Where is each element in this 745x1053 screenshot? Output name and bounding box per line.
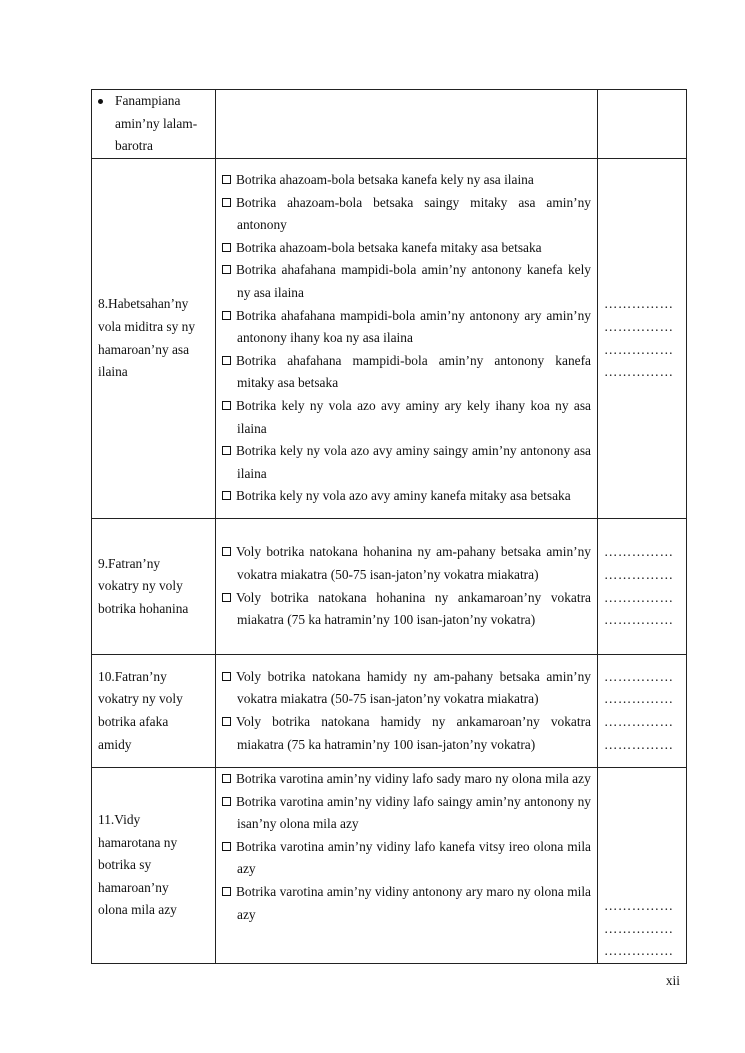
question-line: 10.Fatran’ny <box>98 668 167 684</box>
checkbox-option[interactable] <box>222 666 591 711</box>
question-line: Fanampiana <box>115 93 181 109</box>
options-cell <box>216 768 598 964</box>
bulleted-question <box>98 90 211 158</box>
question-cell <box>92 768 216 964</box>
checkbox-icon[interactable] <box>222 198 231 207</box>
checkbox-icon[interactable] <box>222 491 231 500</box>
checkbox-icon[interactable] <box>222 243 231 252</box>
page-number: xii <box>665 973 680 988</box>
checkbox-icon[interactable] <box>222 311 231 320</box>
question-cell <box>92 159 216 519</box>
answer-line: …………… <box>604 612 674 628</box>
question-line: hamarotana ny <box>98 834 178 850</box>
answer-cell[interactable] <box>598 159 687 519</box>
checkbox-icon[interactable] <box>222 547 231 556</box>
question-line: hamaroan’ny asa <box>98 341 190 357</box>
checkbox-option[interactable] <box>222 768 591 791</box>
question-line: ilaina <box>98 364 128 380</box>
checkbox-icon[interactable] <box>222 593 231 602</box>
checkbox-option[interactable] <box>222 485 591 508</box>
checkbox-option[interactable] <box>222 440 591 485</box>
checkbox-icon[interactable] <box>222 401 231 410</box>
answer-line: …………… <box>604 714 674 729</box>
table-row <box>92 159 687 519</box>
answer-line: …………… <box>604 943 674 959</box>
answer-line: …………… <box>604 736 674 752</box>
answer-line: …………… <box>604 341 674 357</box>
option-label: Botrika kely ny vola azo avy aminy ary kely ihany koa ny asa ilaina <box>236 397 591 436</box>
checkbox-option[interactable] <box>222 192 591 237</box>
checkbox-option[interactable] <box>222 711 591 756</box>
option-label: Voly botrika natokana hohanina ny am-pahany betsaka amin’ny vokatra miakatra (50-75 isan-jaton’ny vokatra miakatra) <box>236 544 591 582</box>
question-line: botrika afaka <box>98 714 169 729</box>
option-label: Botrika ahafahana mampidi-bola amin’ny antonony kanefa kely ny asa ilaina <box>236 262 591 301</box>
question-line: botrika sy <box>98 857 152 873</box>
checkbox-icon[interactable] <box>222 887 231 896</box>
question-line: amidy <box>98 736 132 752</box>
options-cell <box>216 519 598 655</box>
answer-line: …………… <box>604 296 674 312</box>
answer-line: …………… <box>604 566 674 582</box>
checkbox-icon[interactable] <box>222 446 231 455</box>
option-label: Voly botrika natokana hamidy ny ankamaroan’ny vokatra miakatra (75 ka hatramin’ny 100 isan-jaton’ny vokatra) <box>236 714 591 752</box>
answer-cell[interactable] <box>598 768 687 964</box>
question-cell <box>92 655 216 768</box>
option-label: Botrika kely ny vola azo avy aminy kanefa mitaky asa betsaka <box>236 488 571 504</box>
question-line: 8.Habetsahan’ny <box>98 296 189 312</box>
checkbox-icon[interactable] <box>222 717 231 726</box>
checkbox-option[interactable] <box>222 836 591 881</box>
answer-line: …………… <box>604 544 674 560</box>
checkbox-option[interactable] <box>222 259 591 304</box>
question-line: olona mila azy <box>98 902 177 918</box>
question-cell <box>92 90 216 159</box>
question-line: botrika hohanina <box>98 600 189 616</box>
checkbox-option[interactable] <box>222 169 591 192</box>
checkbox-option[interactable] <box>222 791 591 836</box>
checkbox-option[interactable] <box>222 350 591 395</box>
option-label: Botrika varotina amin’ny vidiny lafo kanefa vitsy ireo olona mila azy <box>236 838 591 877</box>
question-line: 11.Vidy <box>98 812 141 828</box>
option-label: Botrika kely ny vola azo avy aminy saingy amin’ny antonony asa ilaina <box>236 443 591 481</box>
checkbox-option[interactable] <box>222 541 591 586</box>
options-cell <box>216 655 598 768</box>
options-cell <box>216 159 598 519</box>
option-label: Botrika ahazoam-bola betsaka kanefa mitaky asa betsaka <box>236 239 542 255</box>
answer-line: …………… <box>604 318 674 334</box>
table-row <box>92 519 687 655</box>
checkbox-icon[interactable] <box>222 265 231 274</box>
checkbox-option[interactable] <box>222 395 591 440</box>
question-line: amin’ny lalam- <box>115 115 198 131</box>
option-label: Botrika varotina amin’ny vidiny lafo sady maro ny olona mila azy <box>236 771 591 786</box>
question-line: vokatry ny voly <box>98 691 183 707</box>
table-row <box>92 768 687 964</box>
answer-cell[interactable] <box>598 655 687 768</box>
checkbox-icon[interactable] <box>222 356 231 365</box>
question-line: barotra <box>115 138 153 154</box>
checkbox-option[interactable] <box>222 237 591 260</box>
answer-line: …………… <box>604 589 674 605</box>
checkbox-option[interactable] <box>222 881 591 926</box>
option-label: Voly botrika natokana hohanina ny ankamaroan’ny vokatra miakatra (75 ka hatramin’ny 100 isan-jaton’ny vokatra) <box>236 589 591 628</box>
option-label: Botrika varotina amin’ny vidiny lafo saingy amin’ny antonony ny isan’ny olona mila azy <box>236 793 591 832</box>
options-cell <box>216 90 598 159</box>
option-label: Botrika ahafahana mampidi-bola amin’ny antonony ary amin’ny antonony ihany koa ny asa ilaina <box>236 307 591 346</box>
checkbox-option[interactable] <box>222 305 591 350</box>
question-line: vola miditra sy ny <box>98 318 196 334</box>
checkbox-icon[interactable] <box>222 672 231 681</box>
answer-line: …………… <box>604 898 674 914</box>
option-label: Botrika varotina amin’ny vidiny antonony ary maro ny olona mila azy <box>236 883 591 922</box>
bullet-icon <box>98 99 103 104</box>
checkbox-icon[interactable] <box>222 842 231 851</box>
answer-cell <box>598 90 687 159</box>
question-line: 9.Fatran’ny <box>98 555 161 571</box>
table-row <box>92 655 687 768</box>
checkbox-option[interactable] <box>222 587 591 632</box>
checkbox-icon[interactable] <box>222 797 231 806</box>
checkbox-icon[interactable] <box>222 175 231 184</box>
table-row <box>92 90 687 159</box>
answer-line: …………… <box>604 920 674 936</box>
checkbox-icon[interactable] <box>222 774 231 783</box>
option-label: Botrika ahafahana mampidi-bola amin’ny antonony kanefa mitaky asa betsaka <box>236 352 591 391</box>
question-line: hamaroan’ny <box>98 879 169 895</box>
question-cell <box>92 519 216 655</box>
answer-line: …………… <box>604 364 674 380</box>
option-label: Botrika ahazoam-bola betsaka kanefa kely ny asa ilaina <box>236 172 534 188</box>
answer-line: …………… <box>604 691 674 707</box>
option-label: Voly botrika natokana hamidy ny am-pahany betsaka amin’ny vokatra miakatra (50-75 isan-jaton’ny vokatra miakatra) <box>236 668 591 707</box>
option-label: Botrika ahazoam-bola betsaka saingy mitaky asa amin’ny antonony <box>236 194 591 233</box>
answer-cell[interactable] <box>598 519 687 655</box>
survey-table <box>91 89 687 964</box>
answer-line: …………… <box>604 668 674 684</box>
question-line: vokatry ny voly <box>98 578 183 594</box>
